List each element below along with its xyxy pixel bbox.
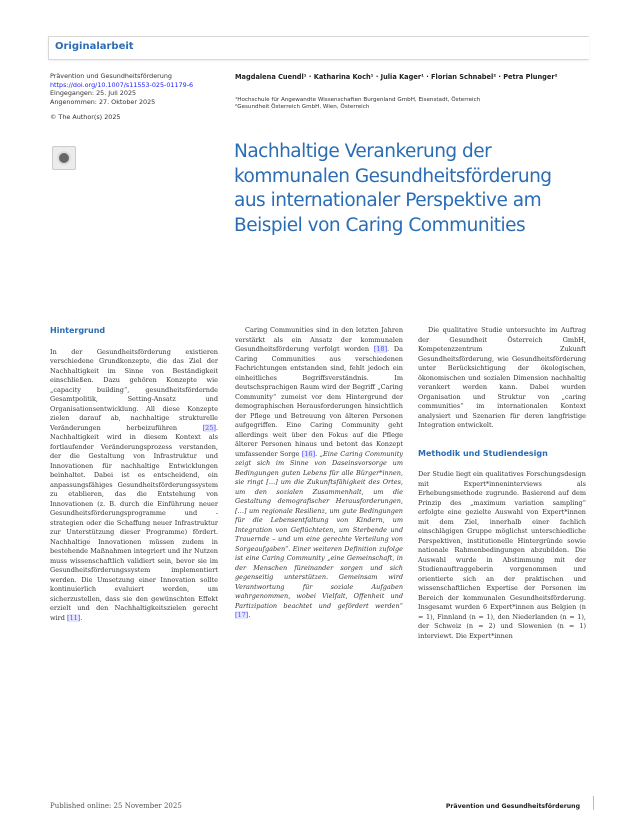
- body-paragraph: Der Studie liegt ein qualitatives Forschungsdesign mit Expert*inneninterviews als Erhebungsmethode zugrunde. Basierend auf dem Prinzip des „maximum variation sampling“ erfolgte eine gezielte Auswahl von Expert*innen mit dem Ziel, innerhalb einer fachlich einschlägigen Gruppe möglichst unterschiedliche Perspektiven, institutionelle Hintergründe sowie nationale Rahmenbedingungen abzubilden. Die Auswahl wurde in Abstimmung mit der Studienauftraggeberin vorgenommen und orientierte sich an der praktischen und wissenschaftlichen Expertise der Personen im Bereich der kommunalen Gesundheitsförderung. Insgesamt wurden 6 Expert*innen aus Belgien (n = 1), Finnland (n = 1), den Niederlanden (n = 1), der Schweiz (n = 2) und Slowenien (n = 1) interviewt. Die Expert*innen: [418, 470, 586, 640]
- column-1: [50, 326, 218, 623]
- column-2: [235, 326, 403, 621]
- footer-journal-name: Prävention und Gesundheitsförderung: [445, 803, 580, 810]
- column-3: [418, 326, 586, 641]
- copyright: © The Author(s) 2025: [50, 113, 121, 122]
- affiliation-2: ²Gesundheit Österreich GmbH, Wien, Österreich: [235, 104, 370, 111]
- article-type-label: Originalarbeit: [55, 41, 134, 52]
- citation-link[interactable]: [16]: [301, 449, 316, 458]
- body-paragraph: In der Gesundheitsförderung existieren verschiedene Grundkonzepte, die das Ziel der Nachhaltigkeit im Sinne von Beständigkeit einschließen. Dazu gehören Konzepte wie „capacity building“, gesundheitsfördernde Gesamtpolitik, Setting-Ansatz und Organisationsentwicklung. All diese Konzepte zielen darauf ab, nachhaltige strukturelle Veränderungen herbeizuführen [25]. Nachhaltigkeit wird in diesem Kontext als fortlaufender Veränderungsprozess verstanden, der die Gestaltung von Infrastruktur und Innovationen für nachhaltige Entwicklungen beinhaltet. Dabei ist es entscheidend, ein anpassungsfähiges Gesundheitsförderungssystem zu etablieren, das die Entstehung von Innovationen (z. B. durch die Einführung neuer Gesundheitsförderungsprogramme und -strategien oder die Schaffung neuer Infrastruktur zur Unterstützung dieser Programme) fördert. Nachhaltige Innovationen müssen zudem in bestehende Maßnahmen integriert und ihr Nutzen muss wissenschaftlich validiert sein, bevor sie im Gesundheitsförderungssystem implementiert werden. Die Umsetzung einer Innovation sollte kontinuierlich evaluiert werden, um sicherzustellen, dass sie den gewünschten Effekt erzielt und den Nachhaltigkeitszielen gerecht wird [11].: [50, 347, 218, 622]
- section-heading-hintergrund: Hintergrund: [50, 326, 106, 335]
- received-date: Eingegangen: 25. Juli 2025: [50, 89, 137, 98]
- journal-name: Prävention und Gesundheitsförderung: [50, 72, 172, 80]
- body-paragraph: Die qualitative Studie untersuchte im Auftrag der Gesundheit Österreich GmbH, Kompetenzzentrum Zukunft Gesundheitsförderung, wie Gesundheitsförderung unter Berücksichtigung der ökologischen, ökonomischen und sozialen Dimension nachhaltig verankert werden kann. Dabei wurden Organisation und Struktur von „caring communities“ im internationalen Kontext analysiert und Szenarien für deren langfristige Integration entwickelt.: [418, 326, 586, 429]
- citation-link[interactable]: [18]: [373, 345, 388, 353]
- article-title: Nachhaltige Verankerung der kommunalen Gesundheitsförderung aus internationaler Perspektive am Beispiel von Caring Communities: [234, 141, 552, 236]
- footer-divider: [593, 796, 594, 810]
- published-date: Published online: 25 November 2025: [50, 802, 182, 810]
- citation-link[interactable]: [17]: [235, 611, 249, 619]
- section-heading-methodik: Methodik und Studiendesign: [418, 448, 548, 458]
- body-paragraph: Caring Communities sind in den letzten Jahren verstärkt als ein Ansatz der kommunalen Gesundheitsförderung verfolgt worden [18]. Da Caring Communities aus verschiedenen Fachrichtungen entstanden sind, fehlt jedoch ein einheitliches Begriffsverständnis. Im deutschsprachigen Raum wird der Begriff „Caring Community“ zumeist vor dem Hintergrund der demographischen Herausforderungen hinsichtlich der Pflege und Betreuung von älteren Personen aufgegriffen. Eine Caring Community geht allerdings weit über den Fokus auf die Pflege älterer Personen hinaus und betont das Konzept umfassender Sorge [16]. „Eine Caring Community zeigt sich im Sinne von Daseinsvorsorge um Bedingungen guten Lebens für alle Bürger*innen, sie ringt […] um die Zukunftsfähigkeit des Ortes, um den sozialen Zusammenhalt, um die Gestaltung demografischer Herausforderungen, […] um regionale Resilienz, um gute Bedingungen für die Lebensentfaltung von Kindern, um Integration von Geflüchteten, um Sterbende und Trauernde – und um eine gerechte Verteilung von Sorgeaufgaben“. Einer weiteren Definition zufolge ist eine Caring Community „eine Gemeinschaft, in der Menschen füreinander sorgen und sich gegenseitig unterstützen. Gemeinsam wird Verantwortung für soziale Aufgaben wahrgenommen, wobei Vielfalt, Offenheit und Partizipation beachtet und gefördert werden“ [17].: [235, 326, 403, 619]
- article-type-bar: [48, 36, 589, 60]
- open-access-icon[interactable]: [52, 146, 76, 170]
- affiliation-1: ¹Hochschule für Angewandte Wissenschaften Burgenland GmbH, Eisenstadt, Österreich: [235, 97, 481, 103]
- author-list: Magdalena Cuendl¹ · Katharina Koch¹ · Julia Kager¹ · Florian Schnabel² · Petra Plunger²: [235, 73, 558, 81]
- accepted-date: Angenommen: 27. Oktober 2025: [50, 97, 156, 106]
- citation-link[interactable]: [11]: [66, 613, 81, 622]
- doi-link[interactable]: https://doi.org/10.1007/s11553-025-01179-6: [50, 80, 194, 89]
- citation-link[interactable]: [25]: [202, 423, 216, 432]
- affiliations: [235, 97, 575, 112]
- article-meta: [50, 72, 225, 122]
